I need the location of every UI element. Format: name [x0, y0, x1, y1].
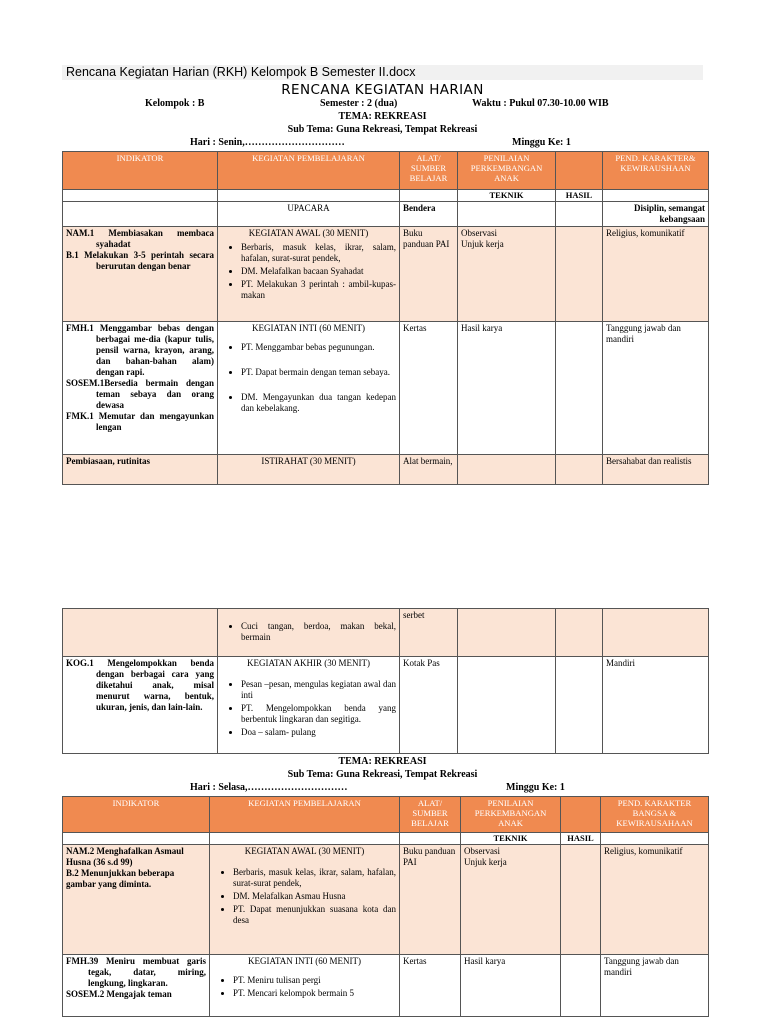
- table-row: [63, 227, 709, 322]
- karakter-upacara: Disiplin, semangat kebangsaan: [603, 202, 709, 227]
- teknik-cell: Hasil karya: [458, 322, 556, 455]
- alat-upacara: Bendera: [400, 202, 458, 227]
- list-item: • DM. Melafalkan Asmau Husna: [233, 891, 396, 902]
- subheader-hasil: HASIL: [561, 833, 601, 845]
- kegiatan-cell: KEGIATAN AWAL (30 MENIT) • Berbaris, masuk kelas, ikrar, salam, hafalan, surat-surat pendek, • DM. Melafalkan Asmau Husna • PT. Dapat menunjukkan suasana kota dan desa: [210, 845, 400, 955]
- kegiatan-cell: ISTIRAHAT (30 MENIT): [218, 455, 400, 485]
- header-karakter: PEND. KARAKTER& KEWIRAUSHAAN: [603, 152, 709, 190]
- document-filename: Rencana Kegiatan Harian (RKH) Kelompok B Semester II.docx: [62, 65, 703, 80]
- karakter-cell: Mandiri: [603, 657, 709, 754]
- list-item: • PT. Dapat menunjukkan suasana kota dan desa: [233, 904, 396, 926]
- minggu-label: Minggu Ke: 1: [512, 137, 571, 148]
- subheader-hasil: HASIL: [556, 190, 603, 202]
- alat-cell: Buku panduan PAI: [400, 845, 461, 955]
- hasil-cell: [561, 955, 601, 1017]
- table-row: [63, 202, 709, 227]
- karakter-cell: Bersahabat dan realistis: [603, 455, 709, 485]
- header-alat: ALAT/ SUMBER BELAJAR: [400, 152, 458, 190]
- list-item: • PT. Meniru tulisan pergi: [233, 975, 396, 986]
- alat-cell: Kertas: [400, 322, 458, 455]
- kegiatan-cell: KEGIATAN AKHIR (30 MENIT) • Pesan –pesan, mengulas kegiatan awal dan inti • PT. Mengelompokkan benda yang berbentuk lingkaran dan segitiga. • Doa – salam- pulang: [218, 657, 400, 754]
- tema-title: TEMA: REKREASI: [338, 756, 427, 767]
- page-title: RENCANA KEGIATAN HARIAN: [281, 82, 484, 98]
- kegiatan-cell: KEGIATAN INTI (60 MENIT) • PT. Menggambar bebas pegunungan. • PT. Dapat bermain dengan teman sebaya. • DM. Mengayunkan dua tangan kedepan dan kebelakang.: [218, 322, 400, 455]
- teknik-cell: Hasil karya: [461, 955, 561, 1017]
- table-row: [63, 955, 709, 1017]
- kelompok-label: Kelompok : B: [145, 98, 205, 109]
- karakter-cell: Religius, komunikatif: [601, 845, 709, 955]
- teknik-cell: Observasi Unjuk kerja: [461, 845, 561, 955]
- kegiatan-upacara: UPACARA: [218, 202, 400, 227]
- list-item: • Berbaris, masuk kelas, ikrar, salam, hafalan, surat-surat pendek,: [241, 242, 396, 264]
- minggu-label: Minggu Ke: 1: [506, 782, 565, 793]
- header-karakter: PEND. KARAKTER BANGSA & KEWIRAUSAHAAN: [601, 797, 709, 833]
- list-item: • Berbaris, masuk kelas, ikrar, salam, hafalan, surat-surat pendek,: [233, 867, 396, 889]
- list-item: • Doa – salam- pulang: [241, 727, 396, 738]
- list-item: • Cuci tangan, berdoa, makan bekal, bermain: [241, 621, 396, 643]
- tema-title: TEMA: REKREASI: [338, 111, 427, 122]
- rkh-table-day2: [62, 796, 709, 1017]
- karakter-cell: Religius, komunikatif: [603, 227, 709, 322]
- kegiatan-cell: KEGIATAN INTI (60 MENIT) • PT. Meniru tulisan pergi • PT. Mencari kelompok bermain 5: [210, 955, 400, 1017]
- list-item: • PT. Melakukan 3 perintah : ambil-kupas-makan: [241, 279, 396, 301]
- hasil-cell: [556, 322, 603, 455]
- subtema-title: Sub Tema: Guna Rekreasi, Tempat Rekreasi: [287, 769, 478, 780]
- table-row: [63, 609, 709, 657]
- subheader-teknik: TEKNIK: [461, 833, 561, 845]
- kegiatan-cell: [218, 609, 400, 657]
- waktu-label: Waktu : Pukul 07.30-10.00 WIB: [472, 98, 609, 109]
- hasil-cell: [561, 845, 601, 955]
- hasil-cell: [556, 227, 603, 322]
- hari-label: Hari : Senin,…………………………: [190, 137, 345, 148]
- header-penilaian: PENILAIAN PERKEMBANGAN ANAK: [458, 152, 556, 190]
- list-item: • Pesan –pesan, mengulas kegiatan awal dan inti: [241, 679, 396, 701]
- list-item: • PT. Mengelompokkan benda yang berbentuk lingkaran dan segitiga.: [241, 703, 396, 725]
- hari-label: Hari : Selasa,…………………………: [190, 782, 348, 793]
- alat-cell: Kertas: [400, 955, 461, 1017]
- header-indikator: INDIKATOR: [63, 797, 210, 833]
- indikator-cell: Pembiasaan, rutinitas: [63, 455, 218, 485]
- table-row: [63, 322, 709, 455]
- rkh-table-day1: [62, 151, 709, 485]
- karakter-cell: Tanggung jawab dan mandiri: [603, 322, 709, 455]
- indikator-cell: NAM.1 Membiasakan membaca syahadat B.1 Melakukan 3-5 perintah secara berurutan dengan benar: [63, 227, 218, 322]
- teknik-cell: Observasi Unjuk kerja: [458, 227, 556, 322]
- indikator-cell: KOG.1 Mengelompokkan benda dengan berbagai cara yang diketahui anak, misal menurut warna, bentuk, ukuran, jenis, dan lain-lain.: [63, 657, 218, 754]
- list-item: • PT. Menggambar bebas pegunungan.: [241, 342, 396, 353]
- header-kegiatan: KEGIATAN PEMBELAJARAN: [218, 152, 400, 190]
- semester-label: Semester : 2 (dua): [320, 98, 398, 109]
- alat-cell: Kotak Pas: [400, 657, 458, 754]
- indikator-cell: FMH.39 Meniru membuat garis tegak, datar, miring, lengkung, lingkaran. SOSEM.2 Mengajak teman: [63, 955, 210, 1017]
- header-kegiatan: KEGIATAN PEMBELAJARAN: [210, 797, 400, 833]
- indikator-cell: NAM.2 Menghafalkan Asmaul Husna (36 s.d 99) B.2 Menunjukkan beberapa gambar yang diminta.: [63, 845, 210, 955]
- list-item: • DM. Melafalkan bacaan Syahadat: [241, 266, 396, 277]
- list-item: • PT. Mencari kelompok bermain 5: [233, 988, 396, 999]
- alat-cell: Alat bermain,: [400, 455, 458, 485]
- header-indikator: INDIKATOR: [63, 152, 218, 190]
- header-empty: [556, 152, 603, 190]
- subheader-teknik: TEKNIK: [458, 190, 556, 202]
- header-empty: [561, 797, 601, 833]
- alat-cell: Buku panduan PAI: [400, 227, 458, 322]
- list-item: • PT. Dapat bermain dengan teman sebaya.: [241, 367, 396, 378]
- kegiatan-cell: KEGIATAN AWAL (30 MENIT) • Berbaris, masuk kelas, ikrar, salam, hafalan, surat-surat pendek, • DM. Melafalkan bacaan Syahadat • PT. Melakukan 3 perintah : ambil-kupas-makan: [218, 227, 400, 322]
- table-row: [63, 455, 709, 485]
- header-penilaian: PENILAIAN PERKEMBANGAN ANAK: [461, 797, 561, 833]
- indikator-cell: FMH.1 Menggambar bebas dengan berbagai me-dia (kapur tulis, pensil warna, krayon, arang, dan bahan-bahan alam) dengan rapi. SOSEM.1Bersedia bermain dengan teman sebaya dan orang dewasa FMK.1 Memutar dan mengayunkan lengan: [63, 322, 218, 455]
- rkh-table-day1-continued: [62, 608, 709, 754]
- table-row: [63, 845, 709, 955]
- karakter-cell: Tanggung jawab dan mandiri: [601, 955, 709, 1017]
- list-item: • DM. Mengayunkan dua tangan kedepan dan kebelakang.: [241, 392, 396, 414]
- header-alat: ALAT/ SUMBER BELAJAR: [400, 797, 461, 833]
- table-row: [63, 657, 709, 754]
- subtema-title: Sub Tema: Guna Rekreasi, Tempat Rekreasi: [287, 124, 478, 135]
- alat-cell: serbet: [400, 609, 458, 657]
